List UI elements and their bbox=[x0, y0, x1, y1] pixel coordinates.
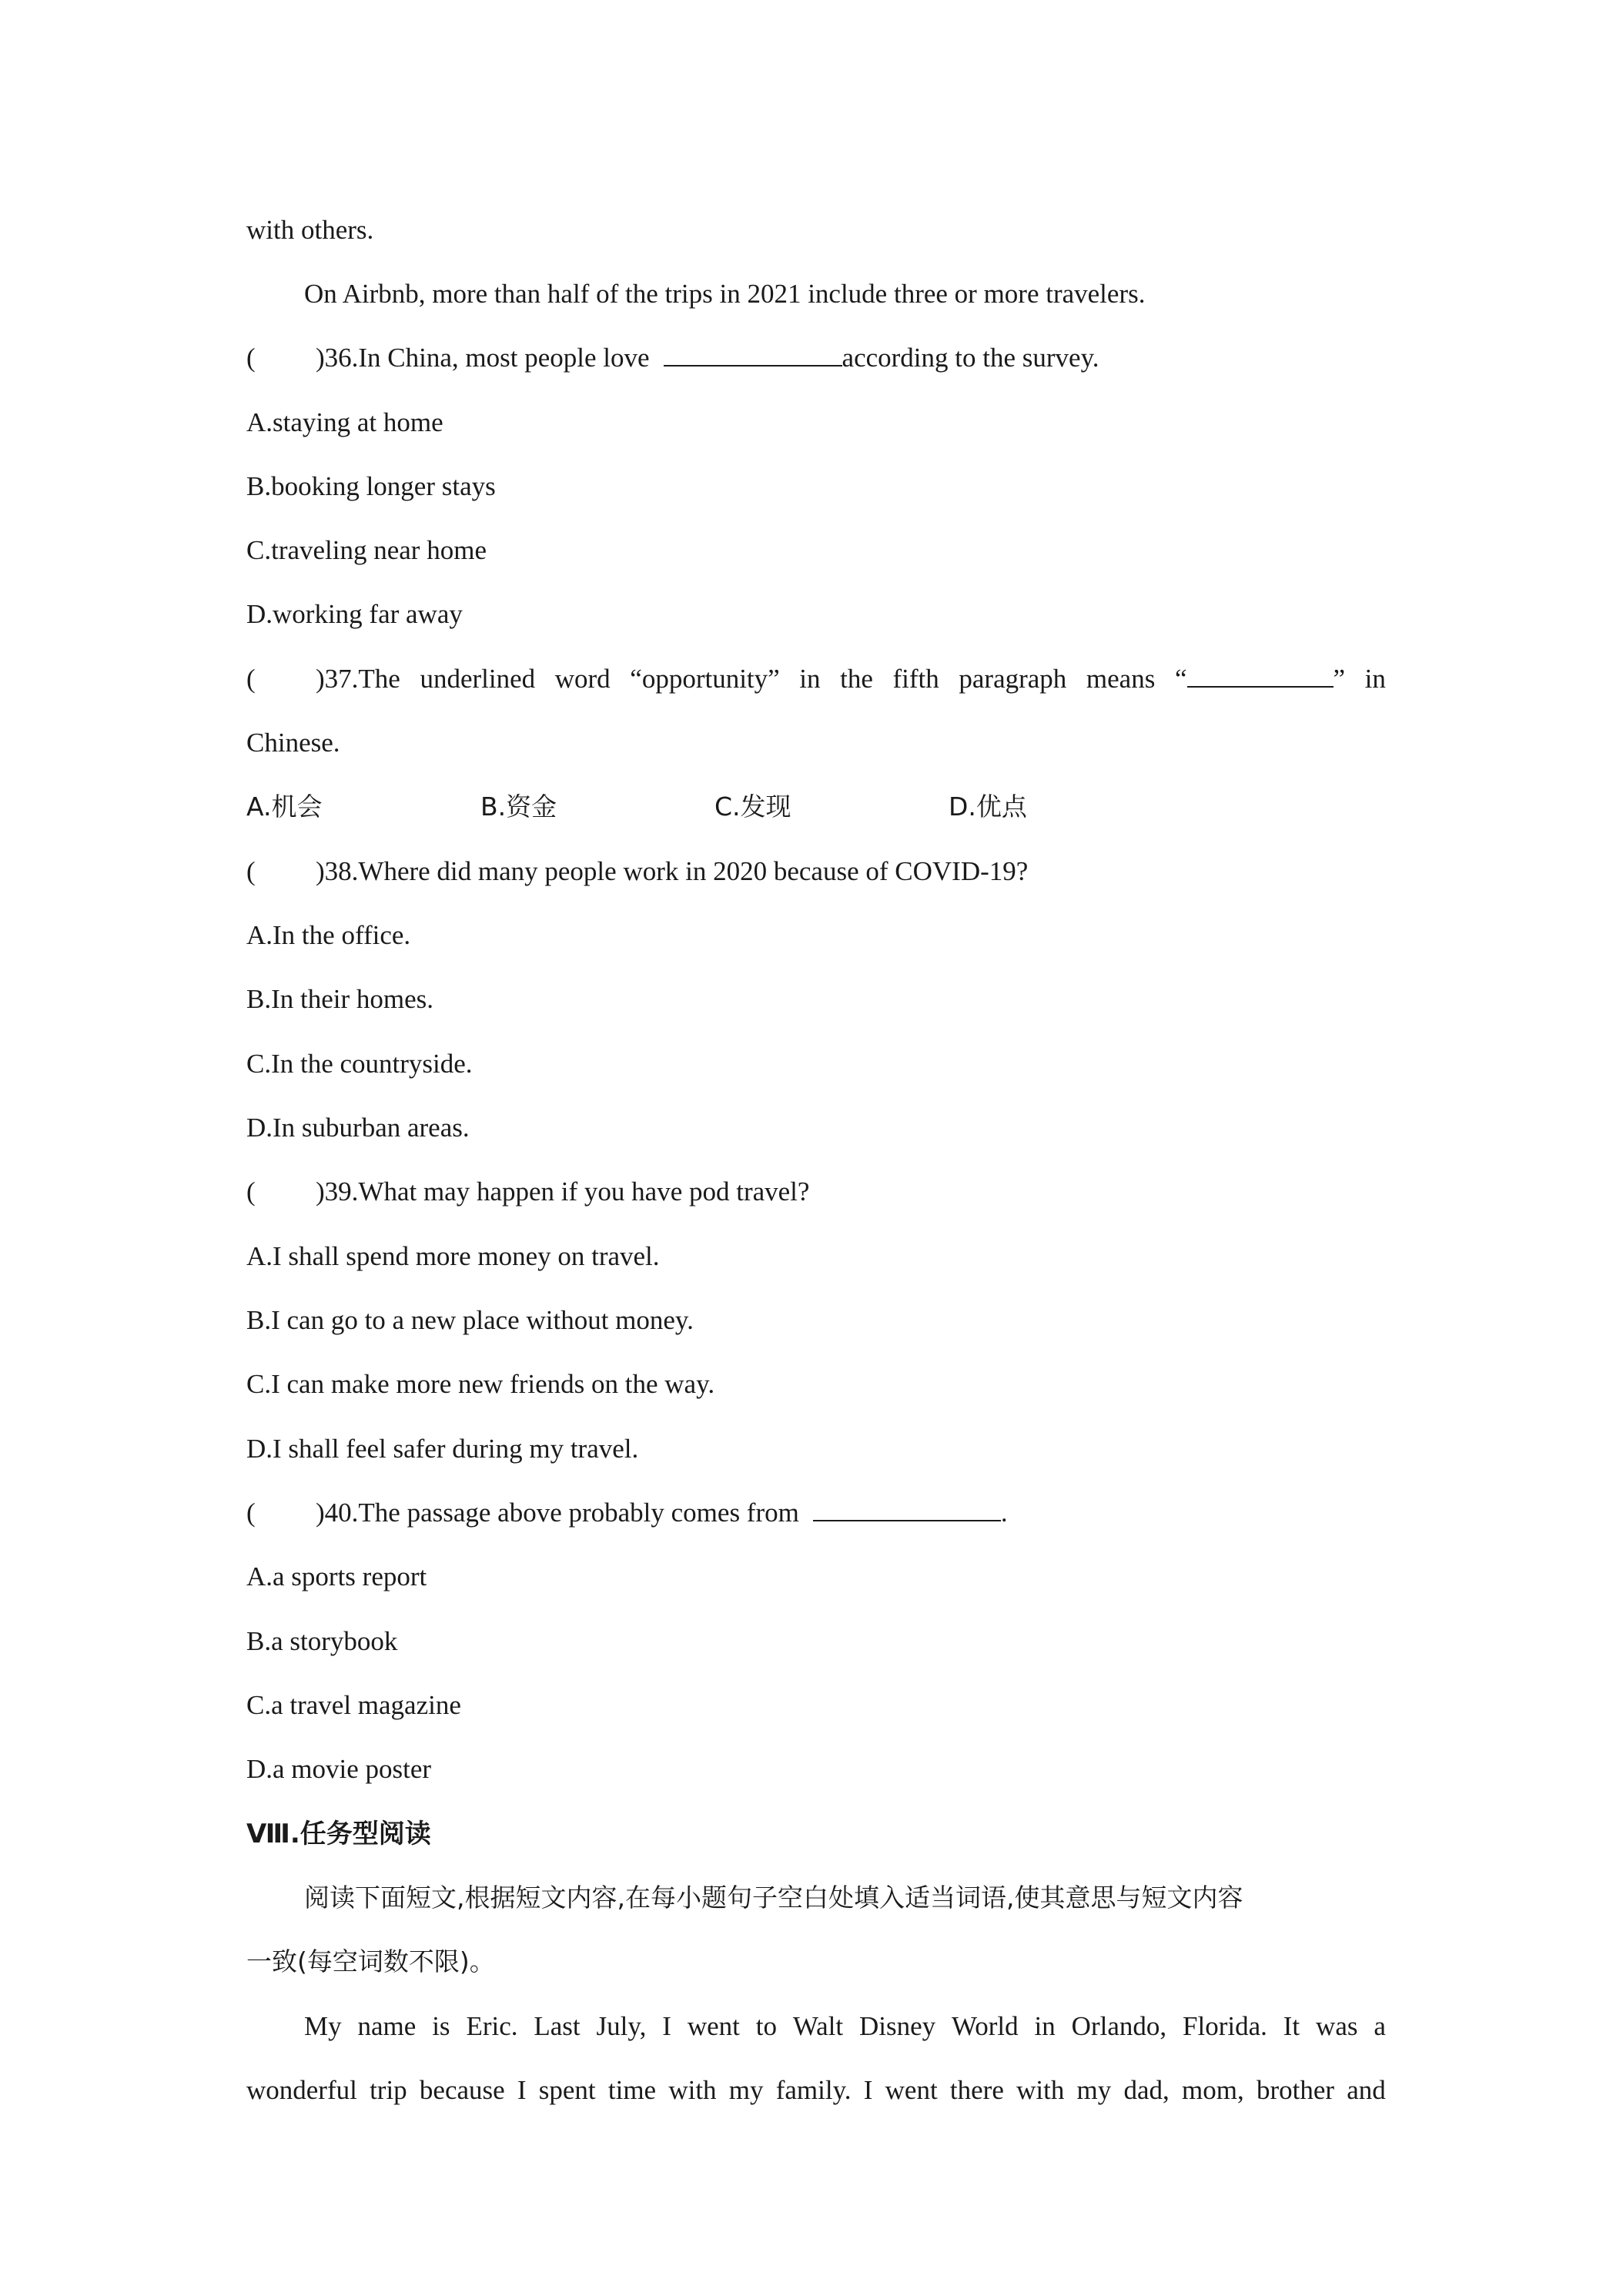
quote-open: “ bbox=[1174, 664, 1187, 694]
passage-word: went bbox=[687, 2011, 740, 2041]
question-40-period: . bbox=[1000, 1498, 1008, 1528]
stem-word: paragraph bbox=[959, 664, 1067, 694]
option-d: D.I shall feel safer during my travel. bbox=[246, 1434, 639, 1464]
passage-word: with bbox=[668, 2075, 717, 2105]
passage-word: dad, bbox=[1123, 2075, 1170, 2105]
passage-word: Last bbox=[534, 2011, 581, 2041]
passage-word: I bbox=[662, 2011, 671, 2041]
stem-word: in bbox=[799, 664, 821, 694]
passage-word: mom, bbox=[1182, 2075, 1244, 2105]
passage-word: wonderful bbox=[246, 2075, 357, 2105]
passage-word: name bbox=[357, 2011, 417, 2041]
passage-word: there bbox=[949, 2075, 1004, 2105]
option-a: A.机会 bbox=[246, 792, 323, 822]
stem-word: )37.The bbox=[316, 664, 400, 694]
passage-word: my bbox=[1076, 2075, 1112, 2105]
question-37-stem bbox=[246, 662, 1386, 696]
question-40-stem bbox=[246, 1496, 1386, 1530]
passage-line-2 bbox=[246, 2073, 1386, 2107]
passage-word: Disney bbox=[858, 2011, 936, 2041]
answer-blank bbox=[813, 1497, 1001, 1521]
passage-word: I bbox=[863, 2075, 873, 2105]
passage-line-1 bbox=[304, 2010, 1386, 2043]
option-c: C.a travel magazine bbox=[246, 1690, 461, 1720]
passage-word: in bbox=[1034, 2011, 1056, 2041]
passage-word: was bbox=[1316, 2011, 1358, 2041]
section-instruction-line1: 阅读下面短文,根据短文内容,在每小题句子空白处填入适当词语,使其意思与短文内容 bbox=[304, 1883, 1243, 1913]
passage-word: I bbox=[517, 2075, 527, 2105]
option-b: B.资金 bbox=[480, 792, 557, 822]
option-d: D.优点 bbox=[949, 792, 1027, 822]
answer-paren: ( bbox=[246, 856, 256, 886]
option-c: C.发现 bbox=[714, 792, 791, 822]
option-b: B.a storybook bbox=[246, 1626, 398, 1656]
question-39-text: )39.What may happen if you have pod travel? bbox=[316, 1176, 810, 1207]
passage-word: a bbox=[1374, 2011, 1386, 2041]
option-d: D.working far away bbox=[246, 599, 463, 629]
passage-word: my bbox=[728, 2075, 764, 2105]
passage-word: My bbox=[304, 2011, 342, 2041]
option-b: B.booking longer stays bbox=[246, 471, 496, 501]
question-38-stem bbox=[246, 855, 1386, 889]
question-37-options bbox=[246, 790, 1386, 824]
stem-word: fifth bbox=[892, 664, 939, 694]
stem-word: underlined bbox=[420, 664, 536, 694]
question-38-text: )38.Where did many people work in 2020 because of COVID-19? bbox=[316, 856, 1029, 886]
passage-word: It bbox=[1283, 2011, 1300, 2041]
answer-paren: ( bbox=[246, 664, 256, 694]
passage-word: with bbox=[1016, 2075, 1065, 2105]
question-39-stem bbox=[246, 1175, 1386, 1209]
option-c: C.traveling near home bbox=[246, 535, 487, 565]
section-heading: Ⅷ.任务型阅读 bbox=[246, 1819, 431, 1849]
stem-word: in bbox=[1364, 664, 1386, 694]
option-a: A.staying at home bbox=[246, 407, 443, 437]
answer-paren: ( bbox=[246, 1176, 256, 1207]
option-a: A.I shall spend more money on travel. bbox=[246, 1241, 660, 1271]
quote-close: ” bbox=[1333, 664, 1346, 694]
passage-word: July, bbox=[596, 2011, 647, 2041]
stem-word: word bbox=[554, 664, 611, 694]
passage-word: went bbox=[885, 2075, 938, 2105]
option-b: B.In their homes. bbox=[246, 984, 434, 1014]
passage-word: brother bbox=[1256, 2075, 1335, 2105]
option-d: D.In suburban areas. bbox=[246, 1113, 470, 1143]
answer-paren: ( bbox=[246, 1498, 256, 1528]
passage-word: World bbox=[952, 2011, 1019, 2041]
stem-word: the bbox=[840, 664, 873, 694]
passage-word: and bbox=[1347, 2075, 1386, 2105]
passage-carry-over: with others. bbox=[246, 215, 374, 245]
passage-word: family. bbox=[775, 2075, 852, 2105]
passage-word: Eric. bbox=[466, 2011, 518, 2041]
stem-word: “opportunity” bbox=[630, 664, 780, 694]
passage-word: trip bbox=[370, 2075, 407, 2105]
question-36-stem bbox=[246, 341, 1386, 375]
option-a: A.a sports report bbox=[246, 1561, 427, 1591]
passage-word: to bbox=[755, 2011, 777, 2041]
passage-word: Orlando, bbox=[1071, 2011, 1167, 2041]
answer-blank bbox=[1187, 663, 1334, 688]
passage-word: spent bbox=[538, 2075, 596, 2105]
question-36-text-after: according to the survey. bbox=[842, 343, 1099, 373]
option-d: D.a movie poster bbox=[246, 1754, 432, 1784]
option-c: C.I can make more new friends on the way. bbox=[246, 1369, 715, 1399]
answer-paren: ( bbox=[246, 343, 256, 373]
passage-airbnb-sentence: On Airbnb, more than half of the trips in 2021 include three or more travelers. bbox=[304, 279, 1146, 309]
option-c: C.In the countryside. bbox=[246, 1049, 473, 1079]
passage-word: Walt bbox=[792, 2011, 844, 2041]
answer-blank bbox=[664, 342, 842, 366]
stem-word: means bbox=[1086, 664, 1156, 694]
question-36-text: )36.In China, most people love bbox=[316, 343, 650, 373]
passage-word: is bbox=[432, 2011, 450, 2041]
question-37-paren-word bbox=[246, 662, 400, 696]
section-instruction-line2: 一致(每空词数不限)。 bbox=[246, 1946, 495, 1976]
passage-word: Florida. bbox=[1183, 2011, 1267, 2041]
passage-word: because bbox=[419, 2075, 505, 2105]
passage-word: time bbox=[607, 2075, 657, 2105]
option-b: B.I can go to a new place without money. bbox=[246, 1305, 694, 1335]
option-a: A.In the office. bbox=[246, 920, 411, 950]
quoted-blank bbox=[1175, 662, 1345, 696]
question-37-continuation: Chinese. bbox=[246, 728, 340, 758]
question-40-text: )40.The passage above probably comes from bbox=[316, 1498, 799, 1528]
